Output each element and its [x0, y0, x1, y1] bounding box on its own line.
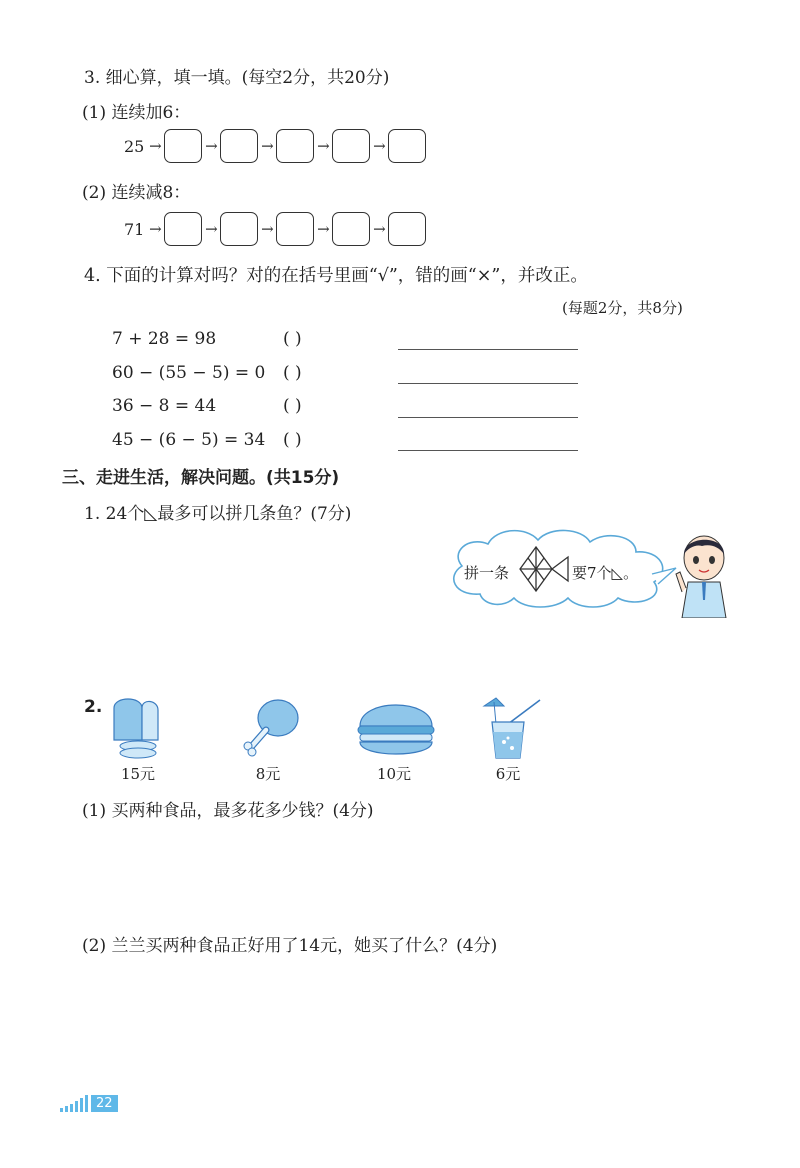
arrow: → [149, 137, 162, 155]
hamburger-price: 10元 [376, 765, 412, 783]
correction-line[interactable] [398, 450, 578, 451]
correction-line[interactable] [398, 417, 578, 418]
equation: 7 + 28 = 98 [112, 329, 217, 349]
drink-icon [480, 694, 546, 760]
correction-line[interactable] [398, 383, 578, 384]
chain-start: 71 [124, 219, 145, 239]
arrow: → [317, 137, 330, 155]
answer-parentheses[interactable]: ( ) [283, 363, 302, 383]
answer-box[interactable] [332, 129, 370, 163]
chicken-leg-icon [238, 694, 302, 760]
arrow: → [205, 220, 218, 238]
answer-box[interactable] [388, 129, 426, 163]
answer-box[interactable] [332, 212, 370, 246]
bubble-text-right: 要7个◺。 [572, 564, 639, 582]
bread-price: 15元 [120, 765, 156, 783]
fish-icon [516, 541, 572, 597]
q4-score: (每题2分，共8分) [562, 299, 683, 317]
answer-box[interactable] [276, 212, 314, 246]
equation: 45 − (6 − 5) = 34 [112, 430, 266, 450]
equation: 60 − (55 − 5) = 0 [112, 363, 266, 383]
answer-box[interactable] [220, 212, 258, 246]
boy-illustration-icon [672, 530, 736, 618]
answer-box[interactable] [276, 129, 314, 163]
q3-title: 3. 细心算，填一填。(每空2分，共20分) [84, 68, 390, 88]
s3-q2-part2: (2) 兰兰买两种食品正好用了14元，她买了什么？(4分) [82, 936, 498, 956]
arrow: → [205, 137, 218, 155]
page-number: 22 [91, 1095, 118, 1112]
arrow: → [373, 137, 386, 155]
answer-parentheses[interactable]: ( ) [283, 329, 302, 349]
section3-title: 三、走进生活，解决问题。(共15分) [62, 468, 340, 488]
arrow: → [149, 220, 162, 238]
q3-part1-label: (1) 连续加6： [82, 103, 191, 123]
answer-parentheses[interactable]: ( ) [283, 396, 302, 416]
arrow: → [261, 220, 274, 238]
chicken-leg-price: 8元 [255, 765, 281, 783]
drink-price: 6元 [495, 765, 521, 783]
answer-box[interactable] [220, 129, 258, 163]
correction-line[interactable] [398, 349, 578, 350]
s3-q2-part1: (1) 买两种食品，最多花多少钱？(4分) [82, 801, 374, 821]
bread-icon [108, 694, 164, 760]
answer-box[interactable] [164, 212, 202, 246]
arrow: → [317, 220, 330, 238]
answer-parentheses[interactable]: ( ) [283, 430, 302, 450]
equation: 36 − 8 = 44 [112, 396, 217, 416]
page-bars-icon [60, 1095, 90, 1112]
add-chain [124, 128, 426, 164]
arrow: → [373, 220, 386, 238]
arrow: → [261, 137, 274, 155]
bubble-text-left: 拼一条 [464, 564, 510, 582]
s3-q2-number: 2. [84, 697, 103, 717]
q4-title: 4. 下面的计算对吗？对的在括号里画“√”，错的画“×”，并改正。 [84, 266, 588, 286]
answer-box[interactable] [388, 212, 426, 246]
q3-part2-label: (2) 连续减8： [82, 183, 191, 203]
chain-start: 25 [124, 136, 145, 156]
subtract-chain [124, 211, 426, 247]
s3-q1-title: 1. 24个◺最多可以拼几条鱼？(7分) [84, 504, 352, 524]
hamburger-icon [356, 696, 436, 760]
answer-box[interactable] [164, 129, 202, 163]
